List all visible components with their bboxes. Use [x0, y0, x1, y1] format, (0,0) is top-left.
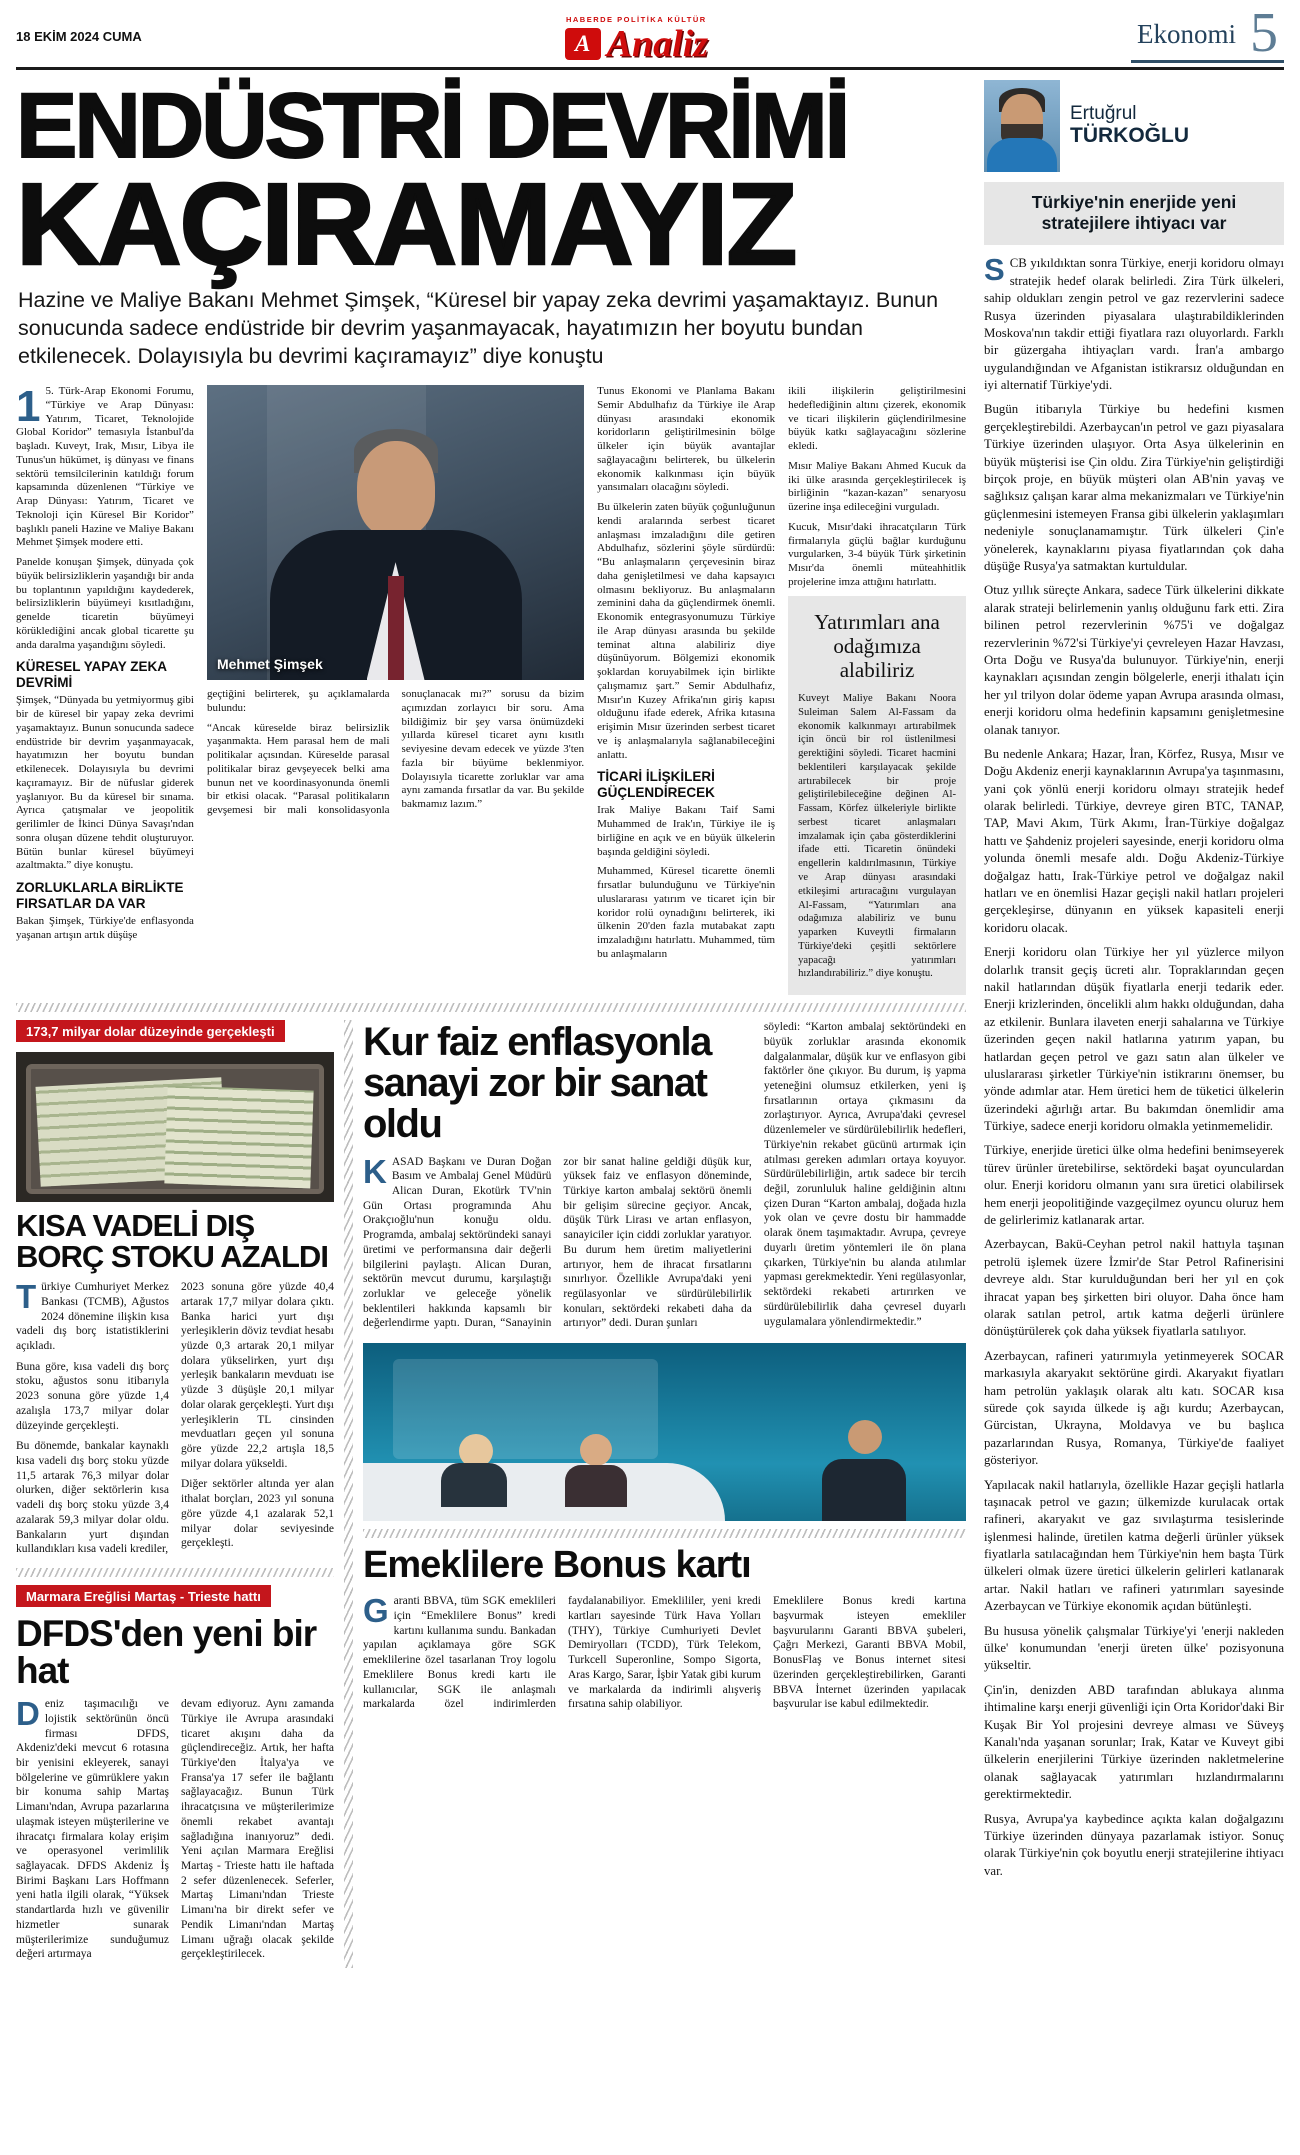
author-last-name: TÜRKOĞLU — [1070, 124, 1189, 148]
pull-quote-title: Yatırımları ana odağımıza alabiliriz — [814, 609, 940, 682]
lead-subhead-3: TİCARİ İLİŞKİLERİ GÜÇLENDİRECEK — [597, 769, 715, 800]
pull-quote-box — [788, 596, 966, 996]
tcmb-paragraph: Buna göre, kısa vadeli dış borç stoku, ağustos sonu itibarıyla 2023 sonuna göre yüzde 1,4 azalışla 173,7 milyar dolar düzeyinde gerçekleşti. — [16, 1360, 169, 1432]
tcmb-columns — [16, 1280, 334, 1560]
masthead — [16, 2, 1284, 70]
emekli-paragraph — [363, 1594, 761, 1716]
kurfaiz-article — [363, 1020, 966, 1335]
oped-paragraph: Türkiye, enerjide üretici ülke olma hedefini benimseyerek türev ürünler üretebilirse, sektördeki başat oyunculardan olur. Enerji koridoru olmanın yanı sıra üretici olabilirsek hem enerji jeopolitiğinde vazgeçilmez oyuncu oluruz hem de gelirlerimiz katlanarak artar. — [984, 1143, 1284, 1228]
squiggle-divider — [16, 1568, 334, 1577]
tcmb-paragraph — [16, 1280, 169, 1354]
oped-column — [984, 80, 1284, 1968]
kurfaiz-paragraph: söyledi: “Karton ambalaj sektöründeki en büyük zorluklar arasında ekonomik dalgalanmalar, düşük kur ve enflasyon gibi faktörler öne çıkıyor. Bu durum, iş yapma yeteneğini olumsuz etkilerken, yeni iş fırsatlarının ortaya çıkmasını da zorlaştırıyor. Ayrıca, Avrupa'daki çevresel düzenlemeler ve sürdürülebilirlik hedefleri, Türkiye'nin rekabet gücünü artırmak için atılması gereken adımları ortaya koyuyor. Sürdürülebilirliğin, artık sadece bir tercih değil, zorunluluk haline geldiğinin altını çizen Duran “Karton ambalaj, doğada hızla yok olan ve çevre dostu bir hammadde olarak önem taşımaktadır. Avrupa, çevreye duyarlı üretim yöntemleri ile ön plana çıkarken, Türkiye'nin bu alanda atılımlar yapması gerekmektedir. Yeni regülasyonlar, sektördeki rekabeti artırırken ve sürdürülebilirlik daha çevresel duyarlı uygulamalara yönlendirmektedir.” — [763, 1021, 966, 1328]
drop-cap: K — [363, 1152, 387, 1190]
drop-cap: G — [363, 1592, 389, 1630]
tv-studio-photo — [363, 1343, 966, 1521]
emekli-headline: Emeklilere Bonus kartı — [363, 1544, 751, 1587]
mehmet-simsek-photo — [207, 385, 584, 680]
oped-author — [984, 80, 1284, 172]
lead-paragraph: Bu ülkelerin zaten büyük çoğunluğunun kendi aralarında serbest ticaret anlaşması imzaladığını dile getiren Abdulhafız, sözlerini şöyle sürdürdü: “Bu anlaşmaların çerçevesinin biraz daha genişletilmesi ve daha kapsayıcı olmasını bekliyoruz. Bu anlaşmaların zeminini daha da güçlendirmek önemli. Ekonomik entegrasyonumuzu Türkiye ile Arap dünyası arasında bu şekilde teminat altına alabiliriz diye düşünüyorum. Bölgemizi ekonomik şoklardan koruyabilmek için birlikte çalışmamız şart.” Semir Abdulhafız, Mısır'ın Kuzey Afrika'nın giriş kapısı olduğunu ifade ederek, Afrika kıtasına erişimin Mısır üzerinden serbest ticaret ve iş anlaşmalarıyla sağlanabileceğini anlattı. — [597, 501, 776, 761]
lead-column-5 — [788, 385, 966, 995]
lead-paragraph: Muhammed, Küresel ticarette önemli fırsatlar bulunduğunu ve Türkiye'nin uluslararası yatırım ve ticaret için bir koridor rolü oynadığını belirterek, iki ülkenin 20'den fazla mutabakat zaptı imzaladığını hatırlattı. Muhammed, tüm bu anlaşmaların — [597, 865, 776, 960]
author-first-name: Ertuğrul — [1070, 102, 1137, 124]
lead-paragraph: Kucuk, Mısır'daki ihracatçıların Türk firmalarıyla güçlü bağlar kurduğunu vurgularken, 3-4 büyük Türk şirketinin Mısır'da önemli müteahhitlik projelerine imza attığını hatırlattı. — [788, 520, 967, 588]
lead-headline — [16, 74, 966, 290]
money-briefcase-photo — [16, 1052, 334, 1202]
oped-paragraph: Enerji koridoru olan Türkiye her yıl yüzlerce milyon dolarlık transit geçiş ücreti alır. Topraklarından geçen nakil hatlarından düşük fiyatlarla enerji tedarik eder. Enerji krizlerinden, öncelikli alım hakkı olduğundan, daha az etkilenir. Bunlara ilaveten enerji sahalarına ve Türkiye üzerinden geçen nakil hatlarına yatırım yapan, bu hatlardan geçen petrol ve gazı satın alan ülkeler ve uluslararası şirketler Türkiye'nin istikrarını önemser, bu yönde adımlar atar. Hem üretici hem de tüketici ülkelerin üzerindeki ağırlığı artar. Bu bakımdan önemlidir ama Türkiye, sadece enerji koridoru olmakla yetinmemelidir. — [984, 945, 1284, 1134]
paragraph-text: ASAD Başkanı ve Duran Doğan Basım ve Ambalaj Genel Müdürü Alican Duran, Ekotürk TV'nin Gün Ortası programında Ahu Orakçıoğlu'nun konuğu oldu. Programda, ambalaj sektöründeki sanayi üretimi ve performansına dair değerli bilgilerini paylaştı. Alican Duran, sektörün mevcut durumu, karşılaştığı zorluklar ve geleceğe yönelik beklentileri hakkında kapsamlı bir değerlendirme yaptı. Duran, “Sanayinin zor bir sanat haline geldiği düşük kur, yüksek faiz ve enflasyon döneminde, Türkiye karton ambalaj sektörü önemli bir gelişim sürecine geçiyor. Ancak, düşük Türk Lirası ve artan enflasyon, sanayiciler için ciddi zorluklar yaratıyor. Bu durum hem üretim maliyetlerini artırıyor, hem de ihracat fırsatlarını sınırlıyor. Özellikle Avrupa'daki yeni regülasyonlar ve sürdürülebilirlik konuları, sektördeki rekabeti daha da artırıyor” dedi. Duran şunları — [363, 1155, 752, 1330]
author-name — [1070, 103, 1189, 149]
lead-photo-columns — [207, 385, 584, 995]
logo-tagline: HABERDE POLİTİKA KÜLTÜR — [565, 14, 707, 24]
oped-paragraph: Rusya, Avrupa'ya kaybedince açıkta kalan doğalgazını Türkiye üzerinden dünyaya pazarlamak istiyor. Sonuç olarak Türkiye'nin çok boyutlu enerji stratejilerine ihtiyacı var. — [984, 1811, 1284, 1878]
logo-icon: A — [565, 28, 601, 60]
kurfaiz-columns — [363, 1152, 752, 1335]
oped-paragraph: Otuz yıllık süreçte Ankara, sadece Türk ülkelerini dikkate alarak strateji belirlemenin yanlış olduğunu fark etti. Zira bilinen petrol rezervlerinin %75'i ve doğalgaz rezervlerinin %72'si Türkiye'yi çevreleyen Hazar Havzası, Orta Doğu ve Rusya'da bulunuyor. Türkiye'nin, enerji kaynakları açısından zengin bölgelerle, enerji ithalatı için her yıl trilyon dolar ödeme yapan Avrupa arasında olması, enerji koridoru olma hedefinin kapsamını genişletmesine olanak tanıyor. — [984, 583, 1284, 737]
left-rail — [16, 1020, 334, 1968]
oped-paragraph — [984, 252, 1284, 394]
section-name: Ekonomi — [1136, 18, 1236, 49]
tcmb-paragraph: Diğer sektörler altında yer alan ithalat borçları, 2023 yıl sonuna göre yüzde 4,1 azalarak 52,1 milyar dolar seviyesinde gerçekleşti. — [181, 1478, 334, 1550]
squiggle-divider — [16, 1003, 966, 1012]
lead-paragraph: Bakan Şimşek, Türkiye'de enflasyonda yaşanan artışın artık düşüşe — [16, 915, 194, 941]
tcmb-paragraph: 2023 sonuna göre yüzde 40,4 artarak 17,7 milyar dolara çıktı. Banka harici yurt dışı yerleşiklerin döviz tevdiat hesabı yüzde 0,3 artarak 20,1 milyar dolara yükselirken, yurt dışı yerleşik bankaların mevduatı ise yüzde 3 düşüşle 20,1 milyar dolar olarak gerçekleşti. Yurt dışı yerleşiklerin TL cinsinden mevduatları geçen yıl sonuna göre yüzde 22,2 artışla 18,5 milyar dolara yükseldi. — [181, 1281, 334, 1470]
oped-paragraph: Bugün itibarıyla Türkiye bu hedefini kısmen gerçekleştirebildi. Azerbaycan'ın petrol ve gazı piyasalara Türkiye üzerinden ulaşıyor. Orta Asya ülkelerinin en büyük müşterisi ise Çin oldu. Zira Türkiye'nin geliştirdiği birçok proje, en büyük müşteri olan AB'nin yavaş ve sağlıksız çalışan karar alma mekanizmaları ve Türkiye'nin güçlenmesini istemeyen Fransa gibi ülkelerin yaklaşımları nedeniyle sonuçlanamamıştır. Türk ülkeleri Çin'e yönelerek, kaynaklarını piyasa fiyatlarından çok daha düşüğe Rusya'ya satmaktan kurtuldular. — [984, 402, 1284, 573]
lead-paragraph: Tunus Ekonomi ve Planlama Bakanı Semir Abdulhafız da Türkiye ile Arap dünyası arasındaki ekonomik koridorların geliştirilmesinin bölge ülkeler için büyük avantajlar sağlayacağını belirterek, bu ülkelerin ekonomik kalkınması için büyük yansımaları olacağını söyledi. — [597, 385, 776, 494]
pull-quote-body: Kuveyt Maliye Bakanı Noora Suleiman Salem Al-Fassam da ekonomik kalkınmayı artırabilmek için öncü bir rol üstlenilmesi gerektiğini söyledi. Ticaret hacmini beklentileri karşılayacak şekilde artırabilecek bir proje geliştirilebileceğine değinen Al-Fassam, Körfez ülkeleriyle birlikte serbest ticaret anlaşmaları imzalamak için çaba gösterdiklerini ifade etti. Ticaretin önündeki engellerin kaldırılmasının, Türkiye ve Arap dünyası arasındaki etkileşimi artıracağını vurgulayan Al-Fassam, “Yatırımları ana odağımıza alabiliriz ve bunu yaparken Kuveytli firmaların Türkiye'deki çeşitli sektörlere yapacağı yatırımları hızlandırabiliriz.” diye konuştu. — [798, 693, 957, 980]
page-content — [16, 74, 1284, 1968]
kurfaiz-paragraph — [363, 1152, 752, 1335]
photo-caption: Mehmet Şimşek — [216, 656, 323, 673]
dfds-paragraph: devam ediyoruz. Aynı zamanda Türkiye ile Avrupa arasındaki ticaret akışını daha da güçlendireceğiz. Artık, her hafta Türkiye'den İtalya'ya ve Fransa'ya 17 sefer ile bağlantı sağlayacağız. Bunun Türk ihracatçısına ve müşterilerimize önemli rekabet avantajı sağladığına inanıyoruz” dedi. Yeni açılan Marmara Ereğlisi Martaş - Trieste hattı ile haftada 2 sefer düzenlenecek. Seferler, Martaş Limanı'ndan Trieste Limanı'na bir direkt sefer ve Pendik Limanı'ndan Martaş Limanı uğrağı olacak şekilde gerçekleştirilecek. — [181, 1698, 334, 1961]
author-photo — [984, 80, 1060, 172]
tcmb-paragraph: Bu dönemde, bankalar kaynaklı kısa vadeli dış borç stoku yüzde 11,5 artarak 76,3 milyar dolar olurken, diğer sektörlerin kısa vadeli dış borç stoku yüzde 3,4 azalarak 59,3 milyar dolar oldu. Bankaların yurt dışından kullandıkları kısa vadeli krediler, — [16, 1440, 169, 1556]
lead-paragraph: Mısır Maliye Bakanı Ahmed Kucuk da iki ülke arasında gerçekleştirilecek iş birliğinin “kazan-kazan” senaryosu üzerine inşa edileceğini vurguladı. — [788, 459, 967, 514]
newspaper-logo — [565, 15, 708, 63]
paragraph-text: CB yıkıldıktan sonra Türkiye, enerji koridoru olmayı stratejik hedef olarak belirledi. Zira Türk ülkeleri, sahip oldukları zengin petrol ve gaz rezervlerini sadece Rusya üzerinden piyasalara ulaştırabildiklerinden Moskova'nın takdir ettiği fiyatlara razı oluyorlardı. Farklı bir güzergaha ihtiyaçları vardı. İran'a ambargo uygulandığından ve Afganistan istikrarsız olduğundan en iyi alternatif Türkiye'ydi. — [984, 256, 1284, 393]
lead-subhead-2: ZORLUKLARLA BİRLİKTE FIRSATLAR DA VAR — [16, 880, 184, 911]
drop-cap: T — [16, 1278, 37, 1316]
squiggle-divider — [363, 1529, 966, 1538]
lead-standfirst: Hazine ve Maliye Bakanı Mehmet Şimşek, “Küresel bir yapay zeka devrimi yaşamaktayız. Bunun sonucunda sadece endüstride bir devrim yaşanmayacak, hayatımızın her boyutu bundan etkilenecek. Dolayısıyla bu devrimi kaçıramayız” diye konuştu — [18, 288, 939, 369]
drop-cap: 1 — [16, 382, 41, 432]
lead-paragraph: geçtiğini belirterek, şu açıklamalarda bulundu: — [206, 688, 390, 714]
kurfaiz-right-column — [764, 1020, 966, 1335]
emekli-columns — [363, 1594, 966, 1716]
page-number: 5 — [1249, 2, 1278, 64]
squiggle-divider-vertical — [344, 1020, 353, 1968]
main-area — [16, 74, 967, 1968]
paragraph-text: eniz taşımacılığı ve lojistik sektörünün öncü firması DFDS, Akdeniz'deki mevcut 6 rotasına bir yenisini ekleyerek, sanayi bölgelerine ve gümrüklere yakın bir konuma sahip Martaş Limanı'ndan, Avrupa pazarlarına ulaşmak isteyen müşterilerine ve ihracatçı firmalara kolay erişim ve operasyonel verimlilik sağlayacak. DFDS Akdeniz İş Birimi Başkanı Lars Hoffmann yeni hatla ilgili olarak, “Yüksek standartlarda hızlı ve güvenilir hizmetler sunarak müşterilerimize sunduğumuz değeri artırmaya — [16, 1698, 169, 1961]
lead-headline-line2: KAÇIRAMAYIZ — [16, 159, 796, 290]
lead-columns-2-3 — [207, 688, 584, 818]
lead-paragraph: ikili ilişkilerin geliştirilmesini hedeflediğinin altını çizerek, ekonomik ve ticari ilişkilerin güçlendirilmesine büyük katkı sağlayacağını sözlerine ekledi. — [788, 385, 967, 453]
kurfaiz-headline: Kur faiz enflasyonla sanayi zor bir sanat oldu — [363, 1020, 711, 1146]
kicker-tag-dfds: Marmara Ereğlisi Martaş - Trieste hattı — [16, 1585, 271, 1607]
kurfaiz-left — [363, 1020, 752, 1335]
oped-paragraph: Azerbaycan, rafineri yatırımıyla yetinmeyerek SOCAR markasıyla akaryakıt sektörüne girdi. Akaryakıt fiyatları ham petrolün yaklaşık olarak altı katı. SOCAR kısa sürede çok sayıda ülkede iş ağı kurdu; Azerbaycan, Gürcistan, Ukrayna, Moldavya ve bu başlıca pazarlarından Rusya, Romanya, Türkiye'de faaliyet gösteriyor. — [984, 1348, 1284, 1468]
logo-row — [565, 22, 709, 65]
paragraph-text: aranti BBVA, tüm SGK emeklileri için “Emeklilere Bonus” kredi kartını kullanıma sundu. Bankadan yapılan açıklamaya göre SGK emeklilerine özel tasarlanan Troy logolu Emeklilere Bonus kredi kartı ile kullanıcılar, SGK ile anlaşmalı markalarda özel indirimlerden faydalanabiliyor. Emeklililer, yeni kredi kartları sayesinde Türk Hava Yolları (THY), Türkiye Cumhuriyeti Devlet Demiryolları (TCDD), Türk Telekom, Turkcell Superonline, Sompo Sigorta, Aras Kargo, Sarar, İşbir Yatak gibi kurum ve markalarda da indirimli alışveriş fırsatına sahip olabiliyor. — [363, 1595, 761, 1711]
lead-column-1 — [16, 382, 194, 995]
lower-sections — [16, 1020, 966, 1968]
lead-paragraph: Şimşek, “Dünyada bu yetmiyormuş gibi bir de küresel bir yapay zeka devrimi yaşamaktayız. Bunun sonucunda sadece endüstride bir devrim yaşanmayacak, hayatımızın her boyutu bundan etkilenecek. Dolayısıyla bu devrimi kaçıramayız. Bir de nüfuslar giderek yaşlanıyor. Bu da küresel bir sınama. Ayrıca çatışmalar ve jeopolitik gerilimler de İkinci Dünya Savaşı'ndan sonra oluşan düzene tehdit oluşturuyor. Bütün bunlar küresel büyümeyi azaltmakta.” diye konuştu. — [16, 694, 194, 872]
tcmb-headline: KISA VADELİ DIŞ BORÇ STOKU AZALDI — [16, 1208, 328, 1275]
section-header — [1131, 2, 1284, 64]
lead-column-4 — [597, 385, 775, 995]
paragraph-text: ürkiye Cumhuriyet Merkez Bankası (TCMB), Ağustos 2024 dönemine ilişkin kısa vadeli dış borç istatistiklerini açıkladı. — [16, 1281, 169, 1353]
lead-paragraph: “Ancak küreselde biraz belirsizlik yaşanmakta. Hem parasal hem de mali politikalar açısından. Küreselde parasal politikalar biraz gevşeyecek belki ama bunun net ve koordinasyonunda önemli bir etkisi olacak. “Parasal politikaların gevşemesi bir mali konsolidasyonla sonuçlanacak mı?” sorusu da bizim açımızdan zorlayıcı bir soru. Ama bildiğimiz bir şey varsa önümüzdeki yıllarda küresel ticaret aynı kısıtlı seviyesine devam edecek ve yüzde 3'ten fazla bir büyüme beklenmiyor. Dolayısıyla ticarette zorluklar var ama aynı zamanda fırsatlar da var. Bu şekilde bakmamız lazım.” — [206, 688, 585, 817]
oped-paragraph: Bu nedenle Ankara; Hazar, İran, Körfez, Rusya, Mısır ve Doğu Akdeniz enerji kaynaklarının Avrupa'ya taşınmasını, yani çok yönlü enerji koridoru olmayı stratejik hedef olarak belirledi. Türkiye, devreye giren BTC, TANAP, TAP, Mavi Akım, Türk Akımı, İran-Türkiye doğalgaz hattı ve Şahdeniz projeleri sayesinde, enerji koridoru olma yolunda önemli mesafe aldı. Doğu Akdeniz-Türkiye doğalgaz hattı, Irak-Türkiye petrol ve doğalgaz nakil hatları ve en önemlisi Hazar geçişli nakil hatları projeleri gerçekleşirse, dünyanın en yüksek kapasiteli enerji koridoru olacak. — [984, 746, 1284, 935]
dfds-columns — [16, 1697, 334, 1968]
dfds-paragraph — [16, 1697, 169, 1962]
paragraph-text: 5. Türk-Arap Ekonomi Forumu, “Türkiye ve Arap Dünyası: Yatırım, Ticaret, Teknolojide Global Koridor” temasıyla İstanbul'da başladı. Kuveyt, Irak, Mısır, Libya ile Tunus'un hükümet, iş dünyası ve finans sektörü temsilcilerinin katıldığı forum kapsamında düzenlenen “Türkiye ve Arap Dünyası: Yatırım, Ticaret ve Teknoloji için Küresel Bir Koridor” başlıklı paneli Hazine ve Maliye Bakanı Mehmet Şimşek modere etti. — [16, 385, 194, 549]
dfds-headline: DFDS'den yeni bir hat — [16, 1613, 317, 1692]
oped-title: Türkiye'nin enerjide yeni stratejilere ihtiyacı var — [984, 182, 1284, 246]
lead-paragraph: Irak Maliye Bakanı Taif Sami Muhammed de Irak'ın, Türkiye ile iş birliğine en açık ve en büyük ülkelerin başında geldiğini söyledi. — [597, 804, 776, 858]
oped-paragraph: Çin'in, denizden ABD tarafından ablukaya alınma ihtimaline karşı enerji güvenliği için Orta Koridor'daki Bir Kuşak Bir Yol projesini devreye alması ve Süveyş Kanalı'nda yaşanan sorunlar; Irak, Katar ve Kuveyt gibi ülkelerin enerjilerini Türkiye üzerinden nakletmelerine olanak sağlayacak yatırımları hızlandırmalarını gerektirmektedir. — [984, 1682, 1284, 1802]
emekli-paragraph: Emeklilere Bonus kredi kartına başvurmak isteyen emekliler başvurularını Garanti BBVA şubeleri, Çağrı Merkezi, Garanti BBVA Mobil, BonusFlaş ve Bonus internet sitesi üzerinden gerçekleştirebilirken, Garanti BBVA İnternet üzerinden yapılacak başvurular ise kabul edilmektedir. — [773, 1595, 966, 1711]
oped-paragraph: Bu hususa yönelik çalışmalar Türkiye'yi 'enerji nakleden ülke' konumundan 'enerji üreten ülke' pozisyonuna yükseltir. — [984, 1623, 1284, 1673]
lead-subhead-1: KÜRESEL YAPAY ZEKA DEVRİMİ — [16, 659, 167, 690]
drop-cap: D — [16, 1695, 40, 1733]
oped-paragraph: Azerbaycan, Bakü-Ceyhan petrol nakil hattıyla taşınan petrolü işlemek üzere İzmir'de Star Petrol Rafinerisini devreye aldı. Star kurulduğundan beri her yıl en çok ihracat yapan beş şirketten biri oluyor. Daha önce ham olarak satılan petrol, artık katma değerli ürünlere dönüştürülerek çok daha yüksek fiyatlarla satılıyor. — [984, 1237, 1284, 1339]
right-rail — [363, 1020, 966, 1968]
lead-headline-line1: ENDÜSTRİ DEVRİMİ — [16, 74, 848, 177]
edition-date: 18 EKİM 2024 CUMA — [16, 28, 142, 44]
drop-cap: S — [984, 252, 1005, 288]
lead-paragraph — [16, 382, 194, 550]
logo-name: Analiz — [606, 22, 709, 65]
kicker-tag-tcmb: 173,7 milyar dolar düzeyinde gerçekleşti — [16, 1020, 285, 1042]
lead-article-columns — [16, 382, 967, 995]
lead-paragraph: Panelde konuşan Şimşek, dünyada çok büyük belirsizliklerin yaşandığı bir anda bu toplantının yapıldığını kaydederek, belirsizliklerin büyümeyi kısıtladığını, genelde ticaretin büyümeyi körüklediğini ancak global ticarette şu anda daralma yaşandığını söyledi. — [16, 556, 194, 651]
oped-paragraph: Yapılacak nakil hatlarıyla, özellikle Hazar geçişli hatlarla taşınacak petrol ve gazın; ülkemizde kurulacak ortak rafineri, akaryakıt ve gaz sıvılaştırma tesislerinde işlenmesi halinde, üretilen katma değerli ürünler yüksek fiyatlarla satılacağından hem Türkiye'nin hem başta Türk ülkeleri olmak üzere üretici ülkelerin gelirleri katlanarak artar. Nakil hatları ve rafineri yatırımları sayesinde Azerbaycan ve Türkiye ekonomik açıdan bütünleşti. — [984, 1477, 1284, 1614]
